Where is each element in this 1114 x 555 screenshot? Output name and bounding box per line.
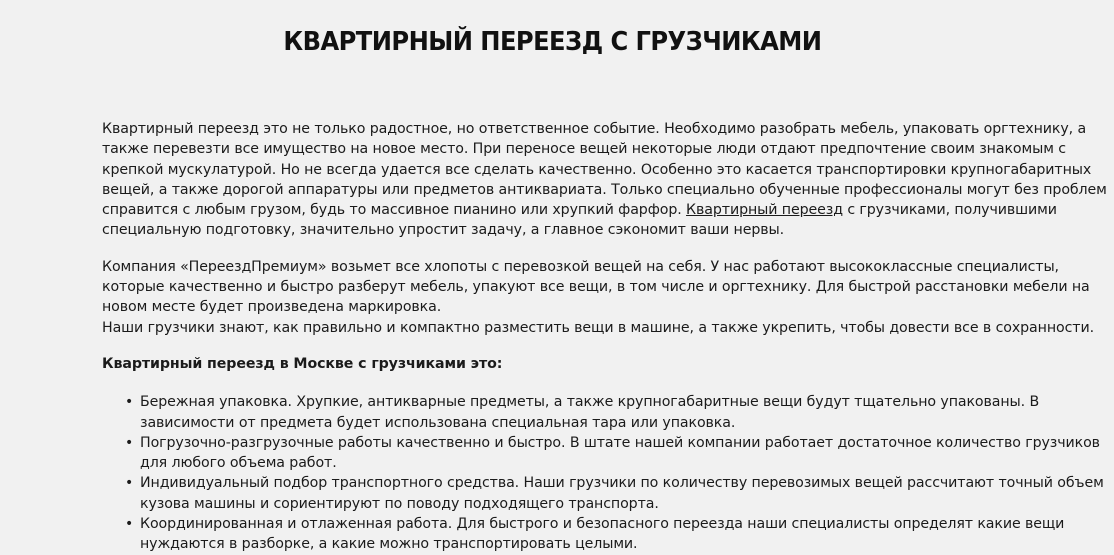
intro-text-start: Квартирный переезд это не только радостное, но ответственное событие. Необходимо разобрать мебель, упаковать оргтехнику, а также перевезти все имущество на новое место. При переносе вещей некоторые люди отдают предпочтение своим знакомым с крепкой мускулатурой. Но не всегда удается все сделать качественно. Особенно это касается транспортировки крупногабаритных вещей, а также дорогой аппаратуры или предметов антиквариата. Только специально обученные профессионалы могут без проблем справится с любым грузом, будь то массивное пианино или хрупкий фарфор. bbox=[102, 121, 1107, 219]
bullet-icon: • bbox=[125, 516, 134, 533]
bullet-icon: • bbox=[125, 475, 134, 492]
list-item-text: Координированная и отлаженная работа. Для быстрого и безопасного переезда наши специалисты определят какие вещи нуждаются в разборке, а какие можно транспортировать целыми. bbox=[140, 516, 1065, 553]
bullet-icon: • bbox=[125, 394, 134, 411]
features-list bbox=[102, 392, 1112, 554]
list-item bbox=[125, 514, 1112, 555]
list-item bbox=[125, 473, 1112, 514]
company-paragraph: Компания «ПереездПремиум» возьмет все хлопоты с перевозкой вещей на себя. У нас работают высококлассные специалисты, которые качественно и быстро разберут мебель, упакуют все вещи, в том числе и оргтехнику. Для быстрой расстановки мебели на новом месте будет произведена маркировка. bbox=[102, 258, 1090, 316]
list-item-text: Бережная упаковка. Хрупкие, антикварные предметы, а также крупногабаритные вещи будут тщательно упакованы. В зависимости от предмета будет использована специальная тара или упаковка. bbox=[140, 394, 1040, 431]
intro-paragraph bbox=[102, 119, 1112, 241]
loaders-paragraph: Наши грузчики знают, как правильно и компактно разместить вещи в машине, а также укрепить, чтобы довести все в сохранности. bbox=[102, 319, 1094, 336]
list-item-text: Индивидуальный подбор транспортного средства. Наши грузчики по количеству перевозимых вещей рассчитают точный объем кузова машины и сориентируют по поводу подходящего транспорта. bbox=[140, 475, 1104, 512]
list-item-text: Погрузочно-разгрузочные работы качественно и быстро. В штате нашей компании работает достаточное количество грузчиков для любого объема работ. bbox=[140, 434, 1100, 472]
bullet-icon: • bbox=[125, 434, 134, 451]
moving-service-link[interactable]: Квартирный переезд bbox=[686, 202, 843, 219]
intro-text-end: с грузчиками, получившими специальную подготовку, значительно упростит задачу, а главное сэкономит ваши нервы. bbox=[102, 202, 1057, 239]
page-title: КВАРТИРНЫЙ ПЕРЕЕЗД С ГРУЗЧИКАМИ bbox=[283, 27, 822, 57]
list-item bbox=[125, 392, 1112, 433]
features-heading: Квартирный переезд в Москве с грузчиками это: bbox=[102, 355, 503, 372]
article-body bbox=[102, 119, 1112, 555]
list-item bbox=[125, 433, 1112, 474]
